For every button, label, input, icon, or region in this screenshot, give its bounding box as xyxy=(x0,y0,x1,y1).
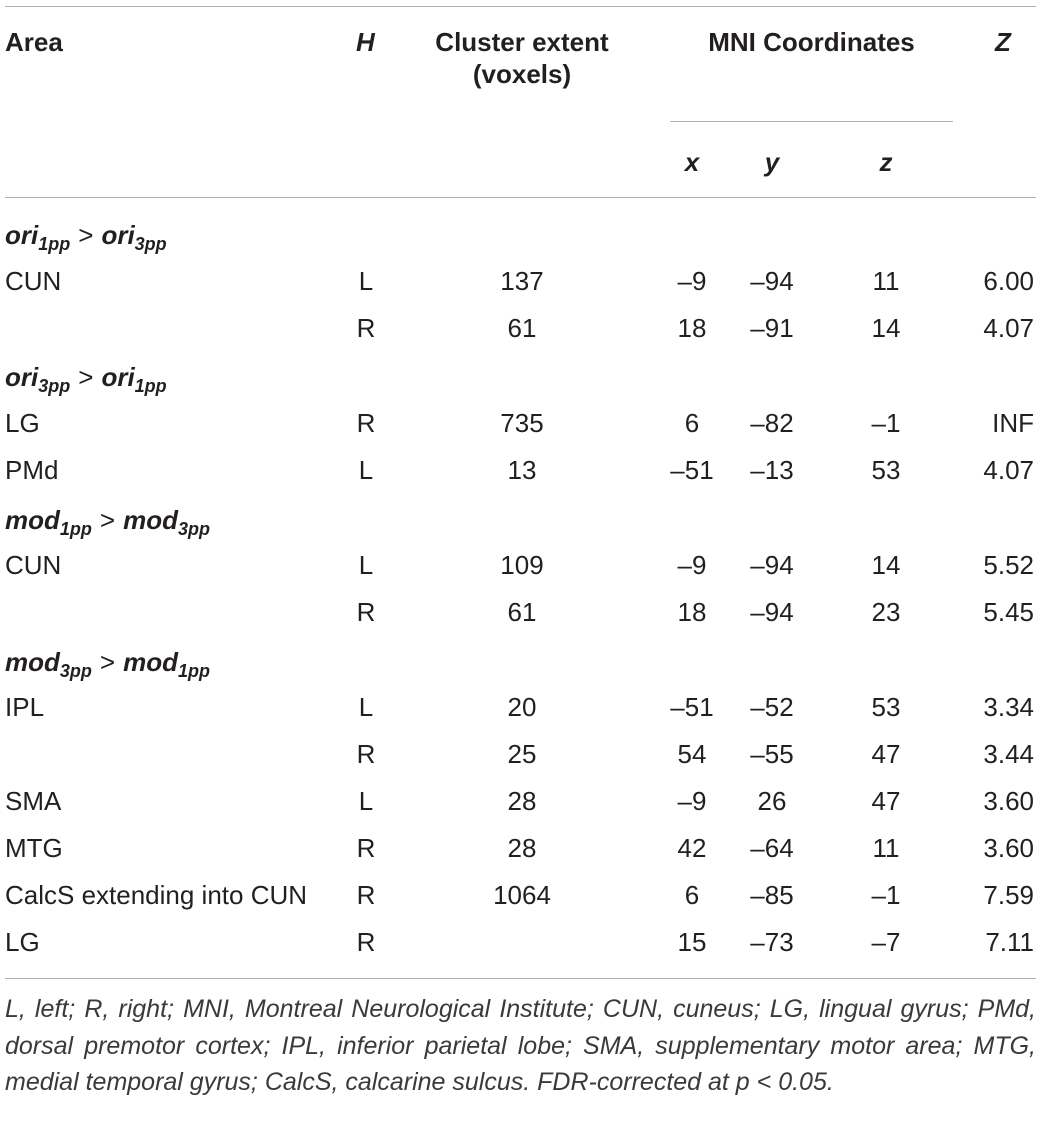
cell-z: 11 xyxy=(872,266,900,296)
header-cluster-line1: Cluster extent xyxy=(435,27,609,57)
header-cluster-line2: (voxels) xyxy=(472,59,572,89)
cell-x: 15 xyxy=(677,927,707,957)
cell-y: 26 xyxy=(757,786,787,816)
section-lhs-sub: 3pp xyxy=(59,661,92,681)
cell-hemisphere: L xyxy=(358,266,374,296)
header-area: Area xyxy=(5,27,63,57)
cell-cluster-extent: 28 xyxy=(507,786,537,816)
cell-cluster-extent: 137 xyxy=(500,266,544,296)
cell-hemisphere: R xyxy=(356,313,376,343)
section-lhs: mod xyxy=(5,647,60,677)
cell-hemisphere: R xyxy=(356,833,376,863)
cell-z: –1 xyxy=(871,408,901,438)
cell-x: 6 xyxy=(684,408,700,438)
header-x: x xyxy=(684,147,700,177)
cell-z-score: 5.45 xyxy=(983,597,1034,627)
section-rhs-sub: 3pp xyxy=(134,234,167,254)
header-mni-coordinates: MNI Coordinates xyxy=(708,27,915,57)
header-bottom-rule xyxy=(5,197,1036,198)
cell-z-score: 3.60 xyxy=(983,786,1034,816)
cell-hemisphere: L xyxy=(358,455,374,485)
section-operator: > xyxy=(78,362,94,392)
cell-y: –55 xyxy=(750,739,794,769)
cell-z: 47 xyxy=(871,786,901,816)
table-footnote: L, left; R, right; MNI, Montreal Neurological Institute; CUN, cuneus; LG, lingual gyrus; PMd, dorsal premotor cortex; IPL, inferior parietal lobe; SMA, supplementary motor area; MTG, medial temporal gyrus; CalcS, calcarine sulcus. FDR-corrected at p < 0.05. xyxy=(5,995,1036,1096)
cell-x: 42 xyxy=(677,833,707,863)
cell-area: CUN xyxy=(5,266,62,296)
cell-cluster-extent: 28 xyxy=(507,833,537,863)
section-heading xyxy=(5,505,210,544)
cell-hemisphere: L xyxy=(358,786,374,816)
section-rhs: ori xyxy=(101,362,135,392)
section-operator: > xyxy=(99,647,116,677)
table-top-rule xyxy=(5,6,1036,7)
cell-cluster-extent: 1064 xyxy=(493,880,551,910)
cell-y: –94 xyxy=(750,550,794,580)
section-heading xyxy=(5,647,210,686)
cell-x: 18 xyxy=(677,597,707,627)
cell-x: –9 xyxy=(677,266,707,296)
cell-hemisphere: L xyxy=(358,692,374,722)
cell-x: –9 xyxy=(677,550,707,580)
cell-y: –94 xyxy=(750,266,794,296)
cell-z: 11 xyxy=(872,833,900,863)
cell-cluster-extent: 61 xyxy=(507,313,537,343)
cell-y: –91 xyxy=(750,313,794,343)
cell-area: LG xyxy=(5,408,40,438)
section-rhs-sub: 3pp xyxy=(177,519,210,539)
section-lhs-sub: 3pp xyxy=(38,376,71,396)
section-rhs-sub: 1pp xyxy=(134,376,167,396)
cell-area: LG xyxy=(5,927,40,957)
header-z-score: Z xyxy=(995,27,1011,57)
cell-y: –94 xyxy=(750,597,794,627)
cell-z-score: 3.44 xyxy=(983,739,1034,769)
cell-x: 6 xyxy=(684,880,700,910)
cell-cluster-extent: 109 xyxy=(500,550,544,580)
cell-cluster-extent: 735 xyxy=(500,408,544,438)
cell-hemisphere: R xyxy=(356,597,376,627)
section-operator: > xyxy=(99,505,116,535)
cell-z-score: 7.59 xyxy=(983,880,1034,910)
cell-z-score: 5.52 xyxy=(983,550,1034,580)
cell-y: –73 xyxy=(750,927,794,957)
cell-area: CUN xyxy=(5,550,62,580)
cell-y: –13 xyxy=(750,455,794,485)
cell-z: 23 xyxy=(871,597,901,627)
cell-area: CalcS extending into CUN xyxy=(5,880,308,910)
section-lhs: ori xyxy=(5,220,39,250)
cell-cluster-extent: 61 xyxy=(507,597,537,627)
cell-area: MTG xyxy=(5,833,63,863)
cell-z-score: 3.60 xyxy=(983,833,1034,863)
cell-z-score: 7.11 xyxy=(985,927,1034,957)
section-lhs-sub: 1pp xyxy=(59,519,92,539)
section-operator: > xyxy=(78,220,94,250)
cell-z-score: 3.34 xyxy=(983,692,1034,722)
cell-hemisphere: L xyxy=(358,550,374,580)
cell-y: –64 xyxy=(750,833,794,863)
cell-z-score: INF xyxy=(992,408,1034,438)
cell-z-score: 4.07 xyxy=(983,455,1034,485)
header-z: z xyxy=(879,147,893,177)
header-cluster-extent xyxy=(412,26,632,90)
cell-x: 54 xyxy=(677,739,707,769)
section-rhs: mod xyxy=(123,647,178,677)
cell-x: –51 xyxy=(670,692,714,722)
section-lhs: mod xyxy=(5,505,60,535)
section-rhs: mod xyxy=(123,505,178,535)
cell-z: 47 xyxy=(871,739,901,769)
cell-cluster-extent: 25 xyxy=(507,739,537,769)
cell-z-score: 6.00 xyxy=(983,266,1034,296)
cell-z-score: 4.07 xyxy=(983,313,1034,343)
header-hemisphere: H xyxy=(356,27,375,57)
cell-y: –52 xyxy=(750,692,794,722)
cell-z: 14 xyxy=(871,313,901,343)
cell-x: 18 xyxy=(677,313,707,343)
cell-x: –9 xyxy=(677,786,707,816)
cell-z: 53 xyxy=(871,692,901,722)
section-rhs-sub: 1pp xyxy=(177,661,210,681)
mni-subheader-rule xyxy=(670,121,953,122)
section-heading xyxy=(5,362,167,401)
header-y: y xyxy=(764,147,780,177)
cell-x: –51 xyxy=(670,455,714,485)
cell-y: –82 xyxy=(750,408,794,438)
section-lhs-sub: 1pp xyxy=(38,234,71,254)
cell-hemisphere: R xyxy=(356,408,376,438)
cell-z: 53 xyxy=(871,455,901,485)
cell-hemisphere: R xyxy=(356,739,376,769)
cell-area: PMd xyxy=(5,455,59,485)
cell-hemisphere: R xyxy=(356,880,376,910)
cell-cluster-extent: 20 xyxy=(507,692,537,722)
cell-y: –85 xyxy=(750,880,794,910)
cell-area: SMA xyxy=(5,786,62,816)
section-rhs: ori xyxy=(101,220,135,250)
cell-cluster-extent: 13 xyxy=(507,455,537,485)
section-lhs: ori xyxy=(5,362,39,392)
cell-z: –1 xyxy=(871,880,901,910)
cell-z: –7 xyxy=(871,927,901,957)
cell-z: 14 xyxy=(871,550,901,580)
section-heading xyxy=(5,220,167,259)
cell-area: IPL xyxy=(5,692,45,722)
table-bottom-rule xyxy=(5,978,1036,979)
cell-hemisphere: R xyxy=(356,927,376,957)
